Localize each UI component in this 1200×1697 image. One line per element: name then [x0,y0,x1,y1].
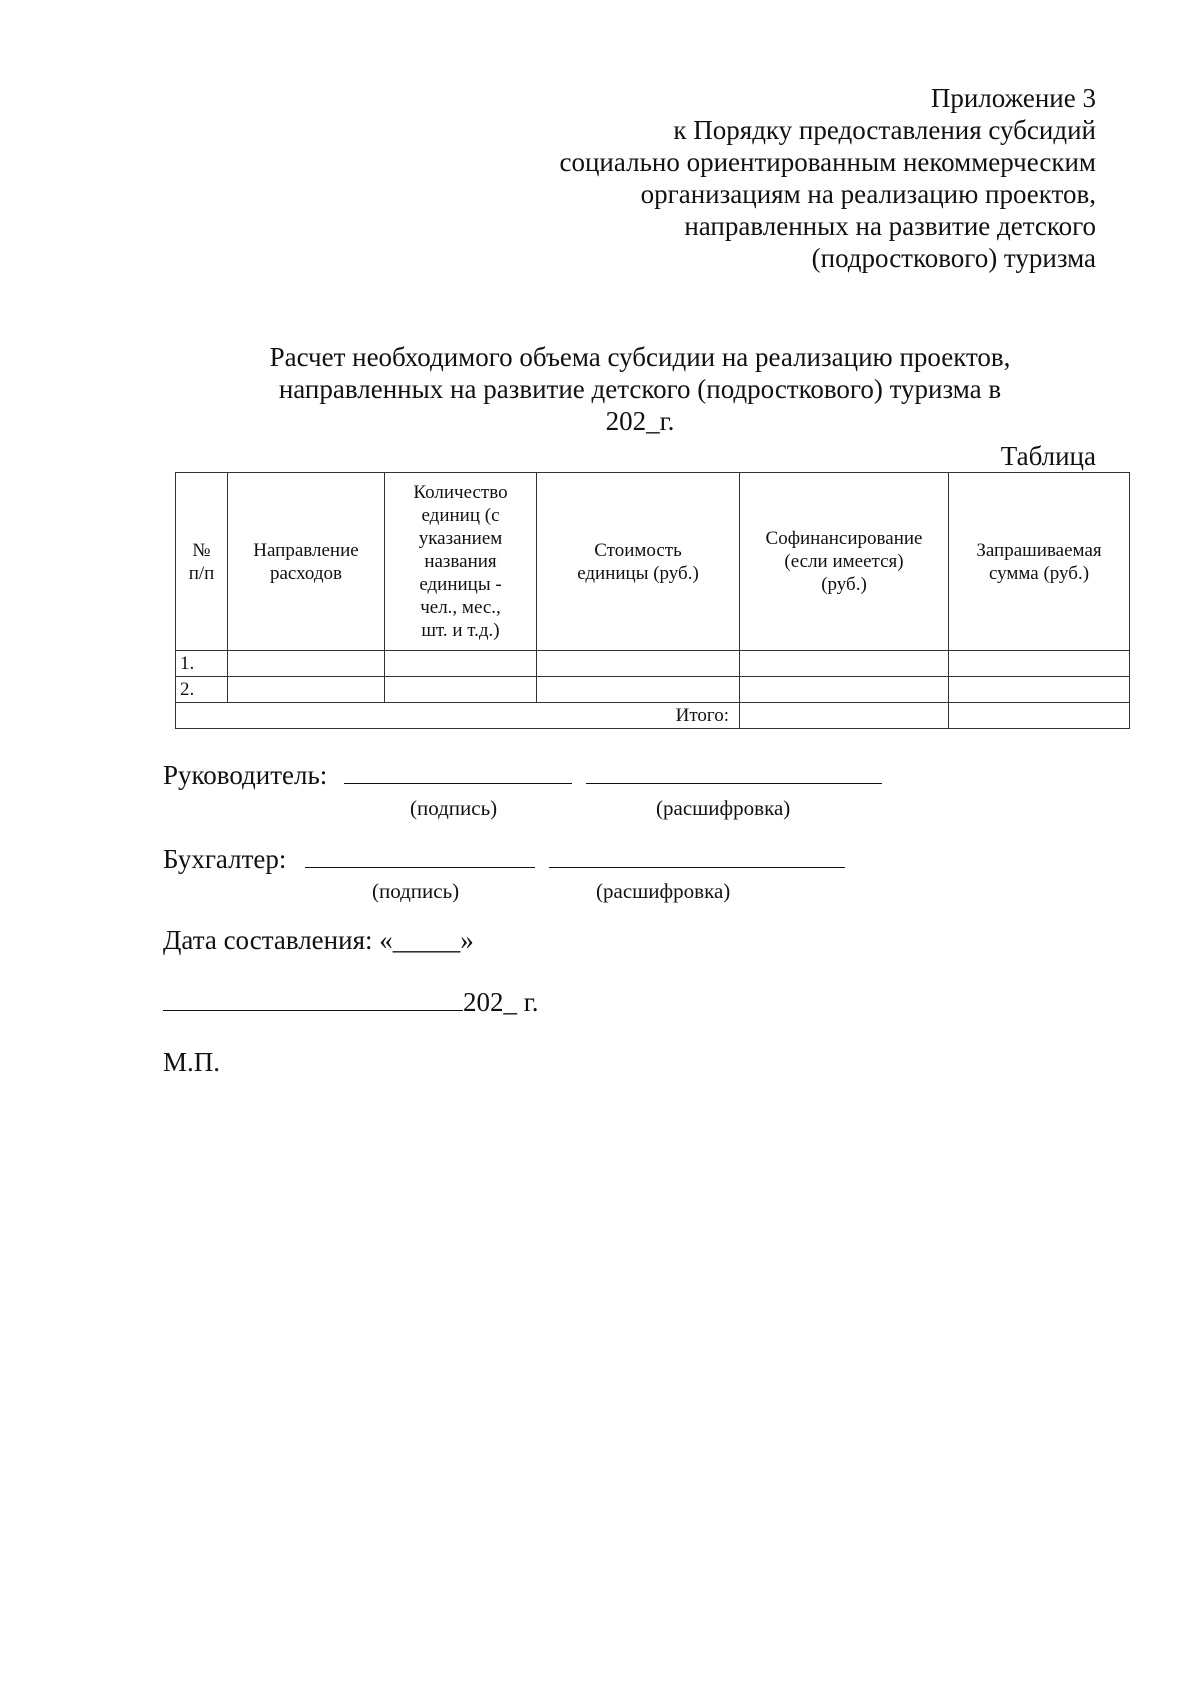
date-line[interactable] [163,986,463,1011]
header-unit-cost [537,473,740,651]
appendix-line: к Порядку предоставления субсидий [673,115,1096,145]
table-row [176,677,1130,703]
total-row [176,703,1130,729]
header-cofinancing [740,473,949,651]
header-line: Направление [253,539,359,561]
table-header-row [176,473,1130,651]
accountant-signature-line[interactable] [305,843,535,868]
appendix-line: организациям на реализацию проектов, [640,179,1096,209]
header-expense-direction [228,473,385,651]
header-line: Стоимость [594,539,682,561]
year-suffix: 202_ г. [463,987,539,1017]
header-line: чел., мес., [420,597,501,618]
head-name-line[interactable] [586,759,882,784]
total-label: Итого: [176,703,740,729]
row-number: 2. [176,677,228,703]
date-block [163,924,474,956]
header-line: указанием [418,528,503,549]
head-sign-hint: (подпись) [410,796,498,820]
title-line: Расчет необходимого объема субсидии на реализацию проектов, [269,342,1011,372]
header-line: расходов [270,562,342,584]
cell-unit-cost[interactable] [537,651,740,677]
head-label: Руководитель: [163,760,328,790]
header-line: (если имеется) [784,551,904,572]
header-number [176,473,228,651]
cell-total-requested[interactable] [949,703,1130,729]
head-signature-block [163,759,882,791]
header-line: названия [424,551,497,572]
appendix-header [560,82,1097,274]
accountant-label: Бухгалтер: [163,844,287,874]
cell-unit-cost[interactable] [537,677,740,703]
title-line: направленных на развитие детского (подросткового) туризма в [278,374,1002,404]
title-line: 202_г. [605,406,675,436]
head-name-hint: (расшифровка) [656,796,791,820]
header-line: шт. и т.д.) [421,620,500,641]
row-number: 1. [176,651,228,677]
header-line: п/п [188,562,215,584]
appendix-line: социально ориентированным некоммерческим [559,147,1096,177]
accountant-signature-block [163,843,845,875]
header-line: Запрашиваемая [976,539,1102,561]
appendix-line: (подросткового) туризма [811,243,1096,273]
cell-expense-direction[interactable] [228,677,385,703]
cell-requested-amount[interactable] [949,651,1130,677]
header-line: № [192,539,211,561]
header-line: единицы (руб.) [577,562,699,584]
cell-requested-amount[interactable] [949,677,1130,703]
header-line: единиц (с [421,505,500,526]
cell-cofinancing[interactable] [740,651,949,677]
header-unit-quantity [385,473,537,651]
document-title [160,341,1120,437]
head-signature-line[interactable] [344,759,572,784]
appendix-line: Приложение 3 [930,83,1096,113]
stamp-place: М.П. [163,1047,221,1077]
header-line: (руб.) [821,574,867,595]
table-caption: Таблица [1000,441,1096,471]
cell-unit-quantity[interactable] [385,677,537,703]
accountant-name-line[interactable] [549,843,845,868]
header-line: Софинансирование [765,528,923,549]
date-label: Дата составления: «_____» [163,925,474,955]
header-line: Количество [413,482,508,503]
accountant-name-hint: (расшифровка) [596,879,731,903]
accountant-sign-hint: (подпись) [372,879,460,903]
cell-expense-direction[interactable] [228,651,385,677]
calculation-table [175,472,1130,729]
appendix-line: направленных на развитие детского [684,211,1096,241]
year-block [163,986,539,1018]
header-line: сумма (руб.) [988,562,1090,584]
table-row [176,651,1130,677]
cell-cofinancing[interactable] [740,677,949,703]
cell-unit-quantity[interactable] [385,651,537,677]
header-line: единицы - [419,574,502,595]
cell-total-cofinancing[interactable] [740,703,949,729]
header-requested-amount [949,473,1130,651]
